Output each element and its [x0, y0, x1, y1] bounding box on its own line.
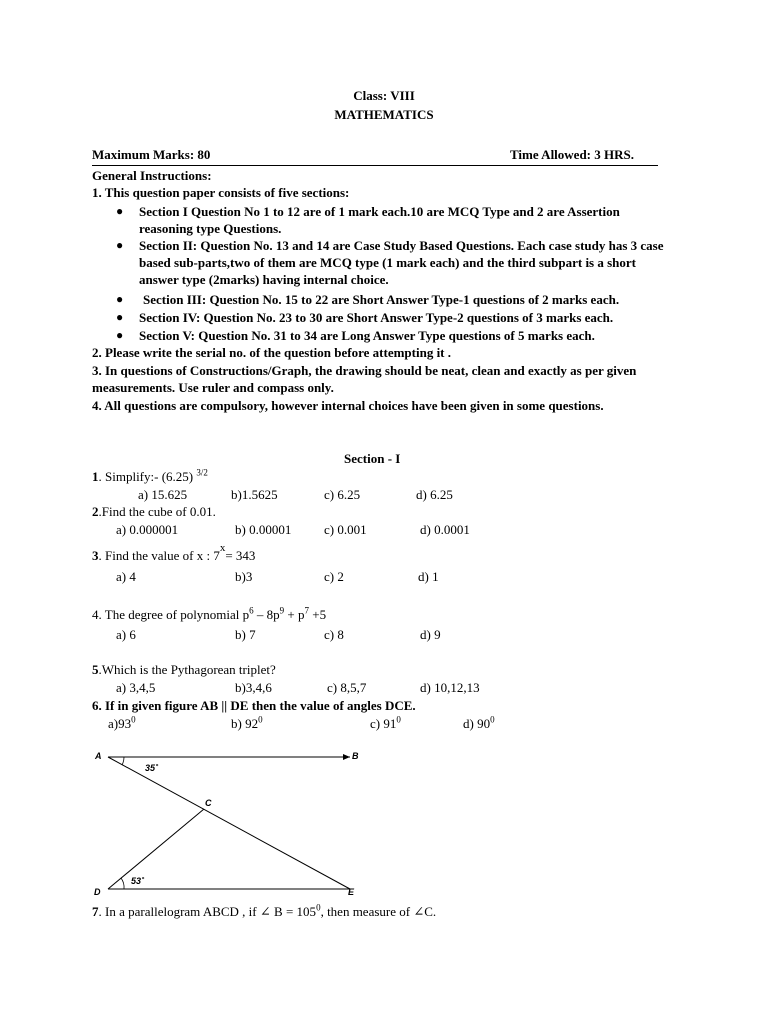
option-text: d) 90	[463, 716, 491, 731]
exponent: 6	[249, 605, 254, 616]
q6-option-d	[463, 716, 495, 732]
exponent: 3/2	[196, 467, 208, 478]
bullet-dot: ●	[116, 204, 124, 218]
q6-option-b	[231, 716, 263, 732]
question-6	[92, 698, 416, 714]
question-number: 2	[92, 504, 99, 519]
q3-option-c: c) 2	[324, 569, 344, 584]
time-allowed: Time Allowed: 3 HRS.	[510, 147, 634, 162]
q4-option-a: a) 6	[116, 627, 136, 642]
degree-mark: 0	[396, 714, 401, 725]
angle-symbol-icon: ∠	[259, 904, 271, 919]
instruction-item-2: 2. Please write the serial no. of the question before attempting it .	[92, 345, 452, 360]
q1-option-b: b)1.5625	[231, 487, 278, 502]
q5-option-c: c) 8,5,7	[327, 680, 367, 695]
label-e: E	[348, 887, 355, 897]
parallel-lines-figure	[88, 745, 378, 905]
question-number: 1	[92, 469, 99, 484]
label-d: D	[94, 887, 101, 897]
instructions-heading: General Instructions:	[92, 168, 212, 183]
instruction-bullet-section-4: Section IV: Question No. 23 to 30 are Short Answer Type-2 questions of 3 marks each.	[139, 310, 614, 325]
question-7	[92, 904, 436, 920]
question-2	[92, 504, 216, 520]
question-text: C.	[424, 904, 437, 919]
q3-option-d: d) 1	[418, 569, 439, 584]
q1-option-a: a) 15.625	[138, 487, 188, 502]
q4-option-c: c) 8	[324, 627, 344, 642]
header-divider	[92, 165, 658, 166]
q5-option-a: a) 3,4,5	[116, 680, 156, 695]
degree-mark: 0	[490, 714, 495, 725]
q6-option-c	[370, 716, 401, 732]
question-5	[92, 662, 276, 678]
q1-option-c: c) 6.25	[324, 487, 361, 502]
exponent: x	[219, 542, 226, 554]
question-number: 5	[92, 662, 99, 677]
question-1	[92, 469, 208, 485]
question-4	[92, 607, 326, 623]
instruction-item-1: 1. This question paper consists of five sections:	[92, 185, 350, 200]
bullet-dot: ●	[116, 310, 124, 324]
question-text: +5	[309, 607, 327, 622]
label-c: C	[205, 798, 212, 808]
q3-option-b: b)3	[235, 569, 253, 584]
q5-option-b: b)3,4,6	[235, 680, 272, 695]
bullet-dot: ●	[116, 238, 124, 252]
degree-mark: 0	[316, 902, 321, 913]
q2-option-b: b) 0.00001	[235, 522, 292, 537]
bullet-dot: ●	[116, 328, 124, 342]
bullet-dot: ●	[116, 292, 124, 306]
question-text: .Which is the Pythagorean triplet?	[98, 662, 276, 677]
angle-label-53: 53˚	[131, 876, 145, 886]
question-3	[92, 542, 256, 564]
angle-symbol-icon: ∠	[413, 904, 425, 919]
instruction-bullet-section-1: Section I Question No 1 to 12 are of 1 mark each.10 are MCQ Type and 2 are Assertion reasoning type Questions.	[139, 204, 620, 236]
q2-option-a: a) 0.000001	[116, 522, 179, 537]
angle-arc-a	[122, 757, 124, 765]
section-title: Section - I	[344, 451, 401, 466]
question-number: 3	[92, 548, 99, 563]
label-a: A	[95, 751, 102, 761]
exponent: 9	[279, 605, 285, 616]
question-text: . Find the value of x : 7	[98, 548, 220, 563]
instruction-item-3: 3. In questions of Constructions/Graph, the drawing should be neat, clean and exactly as per given measurements. Use ruler and compass only.	[92, 363, 637, 395]
option-text: a)93	[108, 716, 132, 731]
instruction-bullet-section-2: Section II: Question No. 13 and 14 are Case Study Based Questions. Each case study has 3 case based sub-parts,two of them are MCQ type (1 mark each) and the third subpart is a short answer type (2marks) having internal choice.	[139, 238, 664, 287]
q2-option-c: c) 0.001	[324, 522, 367, 537]
question-text-rest: = 343	[225, 548, 256, 563]
q2-option-d: d) 0.0001	[420, 522, 470, 537]
question-text: 4. The degree of polynomial p	[92, 607, 250, 622]
question-number: 7	[92, 904, 99, 919]
question-text: B = 105	[270, 904, 317, 919]
line-dc	[108, 809, 204, 889]
question-text: . Simplify:- (6.25)	[98, 469, 194, 484]
option-text: b) 92	[231, 716, 259, 731]
line-ae	[108, 757, 350, 889]
instruction-bullet-section-3: Section III: Question No. 15 to 22 are Short Answer Type-1 questions of 2 marks each.	[143, 292, 620, 307]
q4-option-b: b) 7	[235, 627, 256, 642]
class-line: Class: VIII	[353, 88, 415, 103]
question-text: 6. If in given figure AB || DE then the value of angles DCE.	[92, 698, 416, 713]
question-text: , then measure of	[320, 904, 414, 919]
instruction-item-4: 4. All questions are compulsory, however internal choices have been given in some questions.	[92, 398, 604, 413]
q3-option-a: a) 4	[116, 569, 136, 584]
instruction-bullet-section-5: Section V: Question No. 31 to 34 are Long Answer Type questions of 5 marks each.	[139, 328, 595, 343]
question-text: – 8p	[253, 607, 280, 622]
option-text: c) 91	[370, 716, 397, 731]
label-b: B	[352, 751, 359, 761]
q1-option-d: d) 6.25	[416, 487, 453, 502]
q4-option-d: d) 9	[420, 627, 441, 642]
maximum-marks: Maximum Marks: 80	[92, 147, 211, 162]
angle-arc-d	[121, 878, 124, 889]
exponent: 7	[304, 605, 310, 616]
subject-title: MATHEMATICS	[334, 107, 434, 122]
degree-mark: 0	[258, 714, 263, 725]
question-text: .Find the cube of 0.01.	[98, 504, 216, 519]
question-text: . In a parallelogram ABCD , if	[98, 904, 260, 919]
angle-label-35: 35˚	[145, 763, 159, 773]
q5-option-d: d) 10,12,13	[420, 680, 480, 695]
q6-option-a	[108, 716, 136, 732]
arrow-b-icon	[343, 754, 350, 760]
degree-mark: 0	[131, 714, 136, 725]
question-text: + p	[284, 607, 305, 622]
